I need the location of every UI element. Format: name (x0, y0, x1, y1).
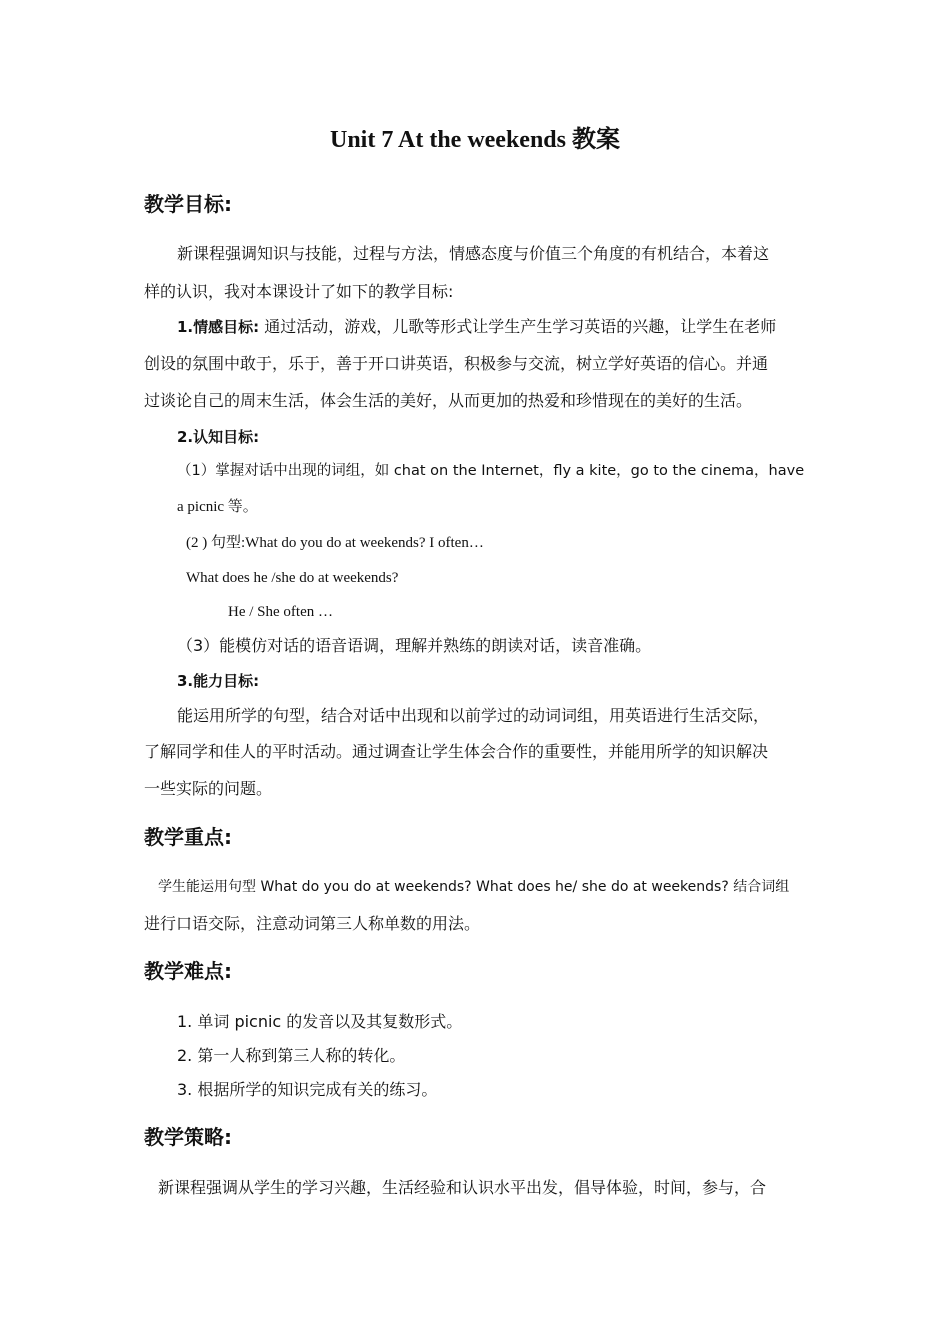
emotional-objective-label: 1.情感目标: (177, 318, 260, 336)
emotional-objective-line-2: 创设的氛围中敢于，乐于，善于开口讲英语，积极参与交流，树立学好英语的信心。并通 (144, 354, 769, 373)
cognitive-item-2: (2 ) 句型:What do you do at weekends? I often… (186, 535, 484, 551)
section-heading-objectives: 教学目标: (144, 192, 232, 216)
section-heading-difficulties: 教学难点: (144, 959, 232, 983)
emotional-objective-line-1 (177, 315, 776, 339)
ability-objective-line-3: 一些实际的问题。 (144, 779, 273, 798)
emotional-objective-line-3: 过谈论自己的周末生活，体会生活的美好，从而更加的热爱和珍惜现在的美好的生活。 (144, 391, 753, 410)
cognitive-objective-label: 2.认知目标: (177, 428, 260, 446)
document-title: Unit 7 At the weekends 教案 (329, 127, 620, 153)
section-heading-key-points: 教学重点: (144, 825, 232, 849)
difficulty-item-2: 2. 第一人称到第三人称的转化。 (177, 1046, 406, 1065)
cognitive-item-2-question: What does he /she do at weekends? (186, 570, 399, 586)
cognitive-item-1-line-1: （1）掌握对话中出现的词组，如 chat on the Internet，fly a kite，go to the cinema，have (177, 463, 805, 479)
difficulty-item-1: 1. 单词 picnic 的发音以及其复数形式。 (177, 1012, 463, 1031)
emotional-objective-text: 通过活动，游戏，儿歌等形式让学生产生学习英语的兴趣，让学生在老师 (264, 317, 777, 336)
objectives-intro-line-2: 样的认识，我对本课设计了如下的教学目标: (144, 282, 454, 301)
key-points-line-1: 学生能运用句型 What do you do at weekends? What does he/ she do at weekends? 结合词组 (158, 879, 790, 895)
difficulty-item-3: 3. 根据所学的知识完成有关的练习。 (177, 1080, 438, 1099)
cognitive-item-2-answer: He / She often … (228, 604, 333, 620)
strategy-line-1: 新课程强调从学生的学习兴趣，生活经验和认识水平出发，倡导体验，时间，参与，合 (158, 1178, 767, 1197)
key-points-line-2: 进行口语交际，注意动词第三人称单数的用法。 (144, 914, 481, 933)
ability-objective-line-2: 了解同学和佳人的平时活动。通过调查让学生体会合作的重要性，并能用所学的知识解决 (144, 742, 769, 761)
ability-objective-line-1: 能运用所学的句型，结合对话中出现和以前学过的动词词组，用英语进行生活交际， (177, 706, 770, 725)
section-heading-strategy: 教学策略: (144, 1125, 232, 1149)
objectives-intro-line-1: 新课程强调知识与技能，过程与方法，情感态度与价值三个角度的有机结合，本着这 (177, 244, 770, 263)
cognitive-item-1-line-2: a picnic 等。 (177, 499, 258, 515)
ability-objective-label: 3.能力目标: (177, 672, 260, 690)
cognitive-item-3: （3）能模仿对话的语音语调，理解并熟练的朗读对话，读音准确。 (177, 636, 652, 655)
